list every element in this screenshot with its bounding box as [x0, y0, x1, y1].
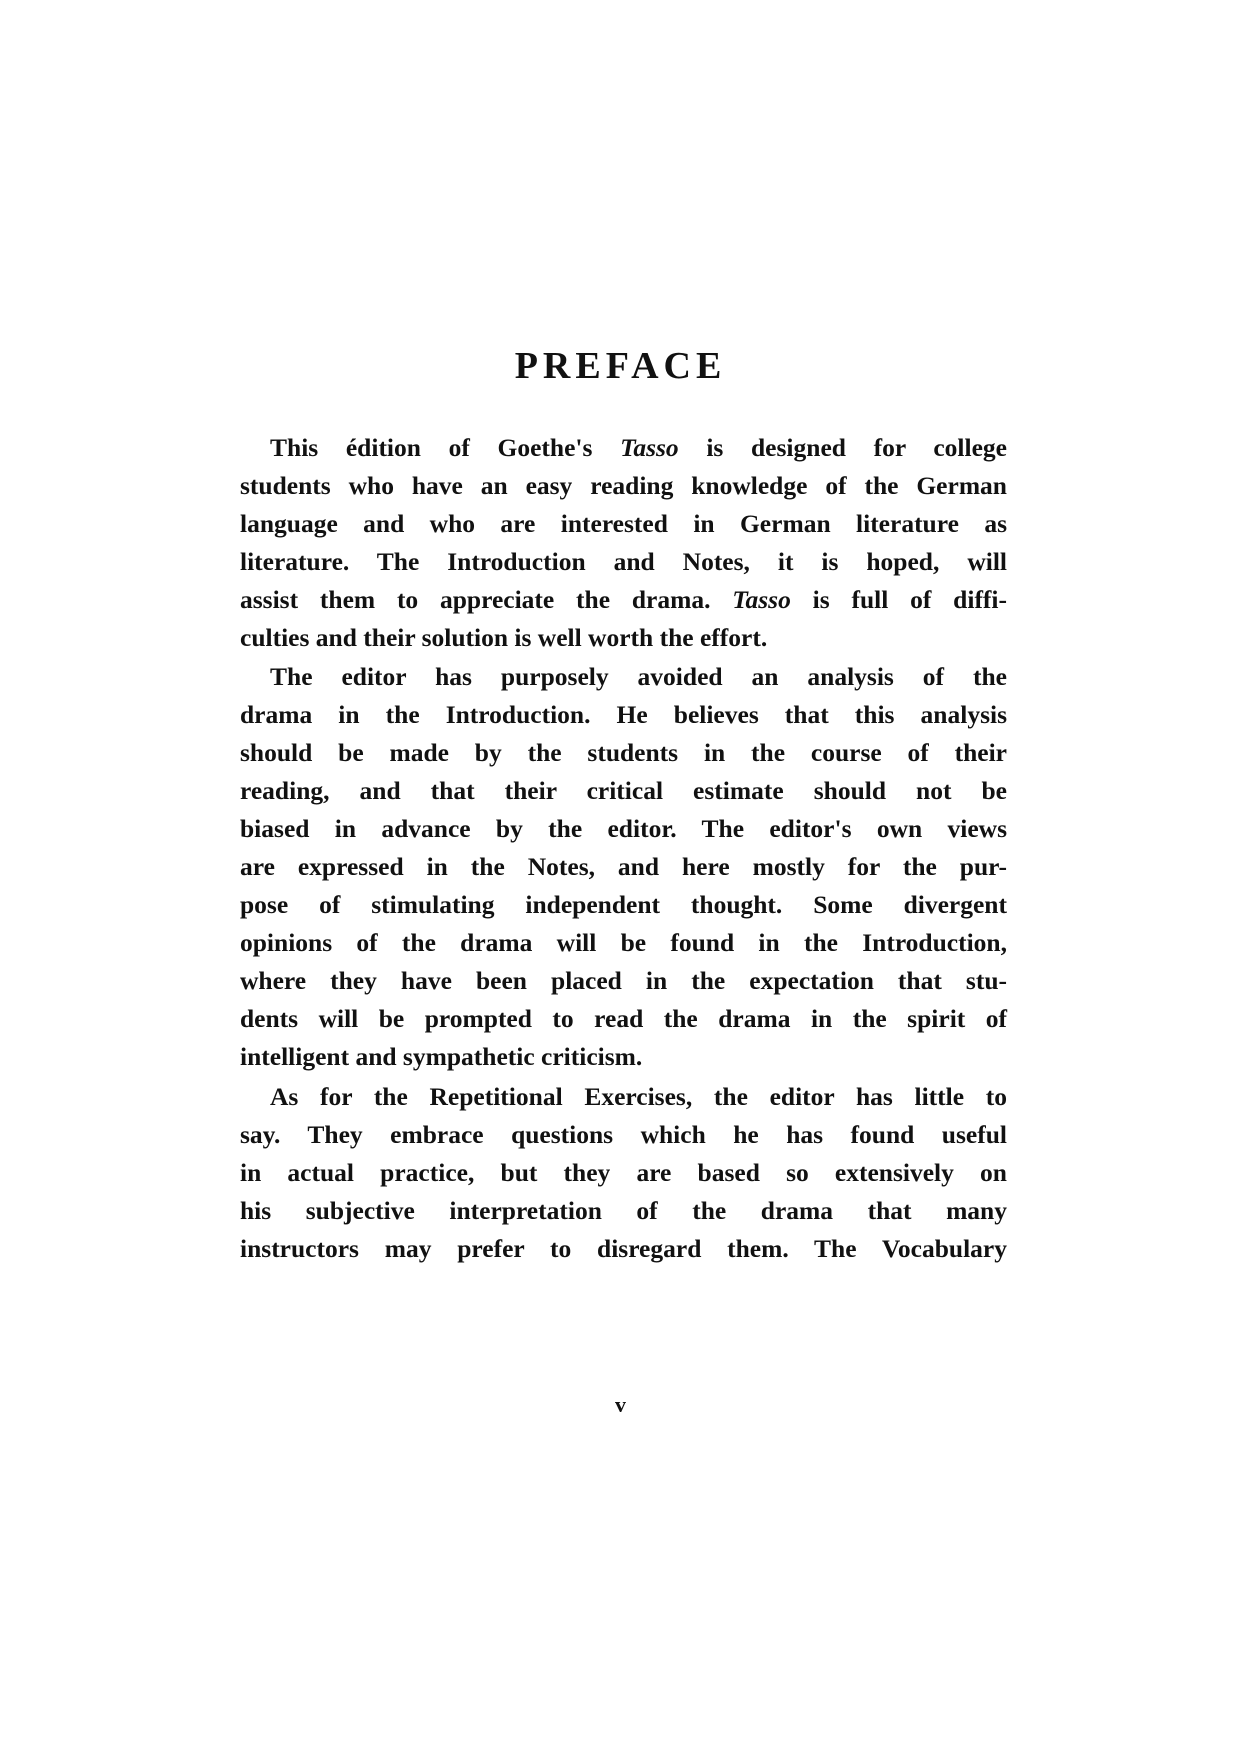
text-line [270, 431, 1007, 465]
text-line [240, 583, 1007, 617]
text-run: is designed for college [678, 433, 1007, 462]
italic-title: Tasso [620, 433, 679, 462]
italic-title: Tasso [732, 585, 791, 614]
text-line: biased in advance by the editor. The editor's own views [240, 814, 1007, 843]
page-number: v [615, 1392, 626, 1417]
text-line: opinions of the drama will be found in the Introduction, [240, 928, 1007, 957]
text-line: instructors may prefer to disregard them. The Vocabulary [240, 1234, 1007, 1263]
text-line: dents will be prompted to read the drama in the spirit of [240, 1004, 1007, 1033]
text-line: where they have been placed in the expectation that stu- [240, 966, 1007, 995]
text-run: édition of Goethe's [345, 433, 621, 462]
text-line: language and who are interested in German literature as [240, 509, 1007, 538]
text-run: This [270, 433, 346, 462]
text-line: intelligent and sympathetic criticism. [240, 1042, 643, 1071]
text-line: As for the Repetitional Exercises, the editor has little to [270, 1082, 1007, 1111]
text-run: is full of diffi- [790, 585, 1007, 614]
text-line: students who have an easy reading knowledge of the German [240, 471, 1007, 500]
text-line: The editor has purposely avoided an analysis of the [270, 662, 1007, 691]
text-line: literature. The Introduction and Notes, it is hoped, will [240, 547, 1007, 576]
text-line: his subjective interpretation of the drama that many [240, 1196, 1007, 1225]
text-line: are expressed in the Notes, and here mostly for the pur- [240, 852, 1007, 881]
text-run: assist them to appreciate the drama. [240, 585, 733, 614]
page-title: PREFACE [514, 345, 727, 387]
text-line: pose of stimulating independent thought. Some divergent [240, 890, 1007, 919]
text-line: reading, and that their critical estimate should not be [240, 776, 1007, 805]
text-line: say. They embrace questions which he has found useful [240, 1120, 1007, 1149]
text-line: culties and their solution is well worth the effort. [240, 623, 768, 652]
text-line: should be made by the students in the course of their [240, 738, 1007, 767]
text-line: in actual practice, but they are based so extensively on [240, 1158, 1007, 1187]
text-line: drama in the Introduction. He believes that this analysis [240, 700, 1007, 729]
